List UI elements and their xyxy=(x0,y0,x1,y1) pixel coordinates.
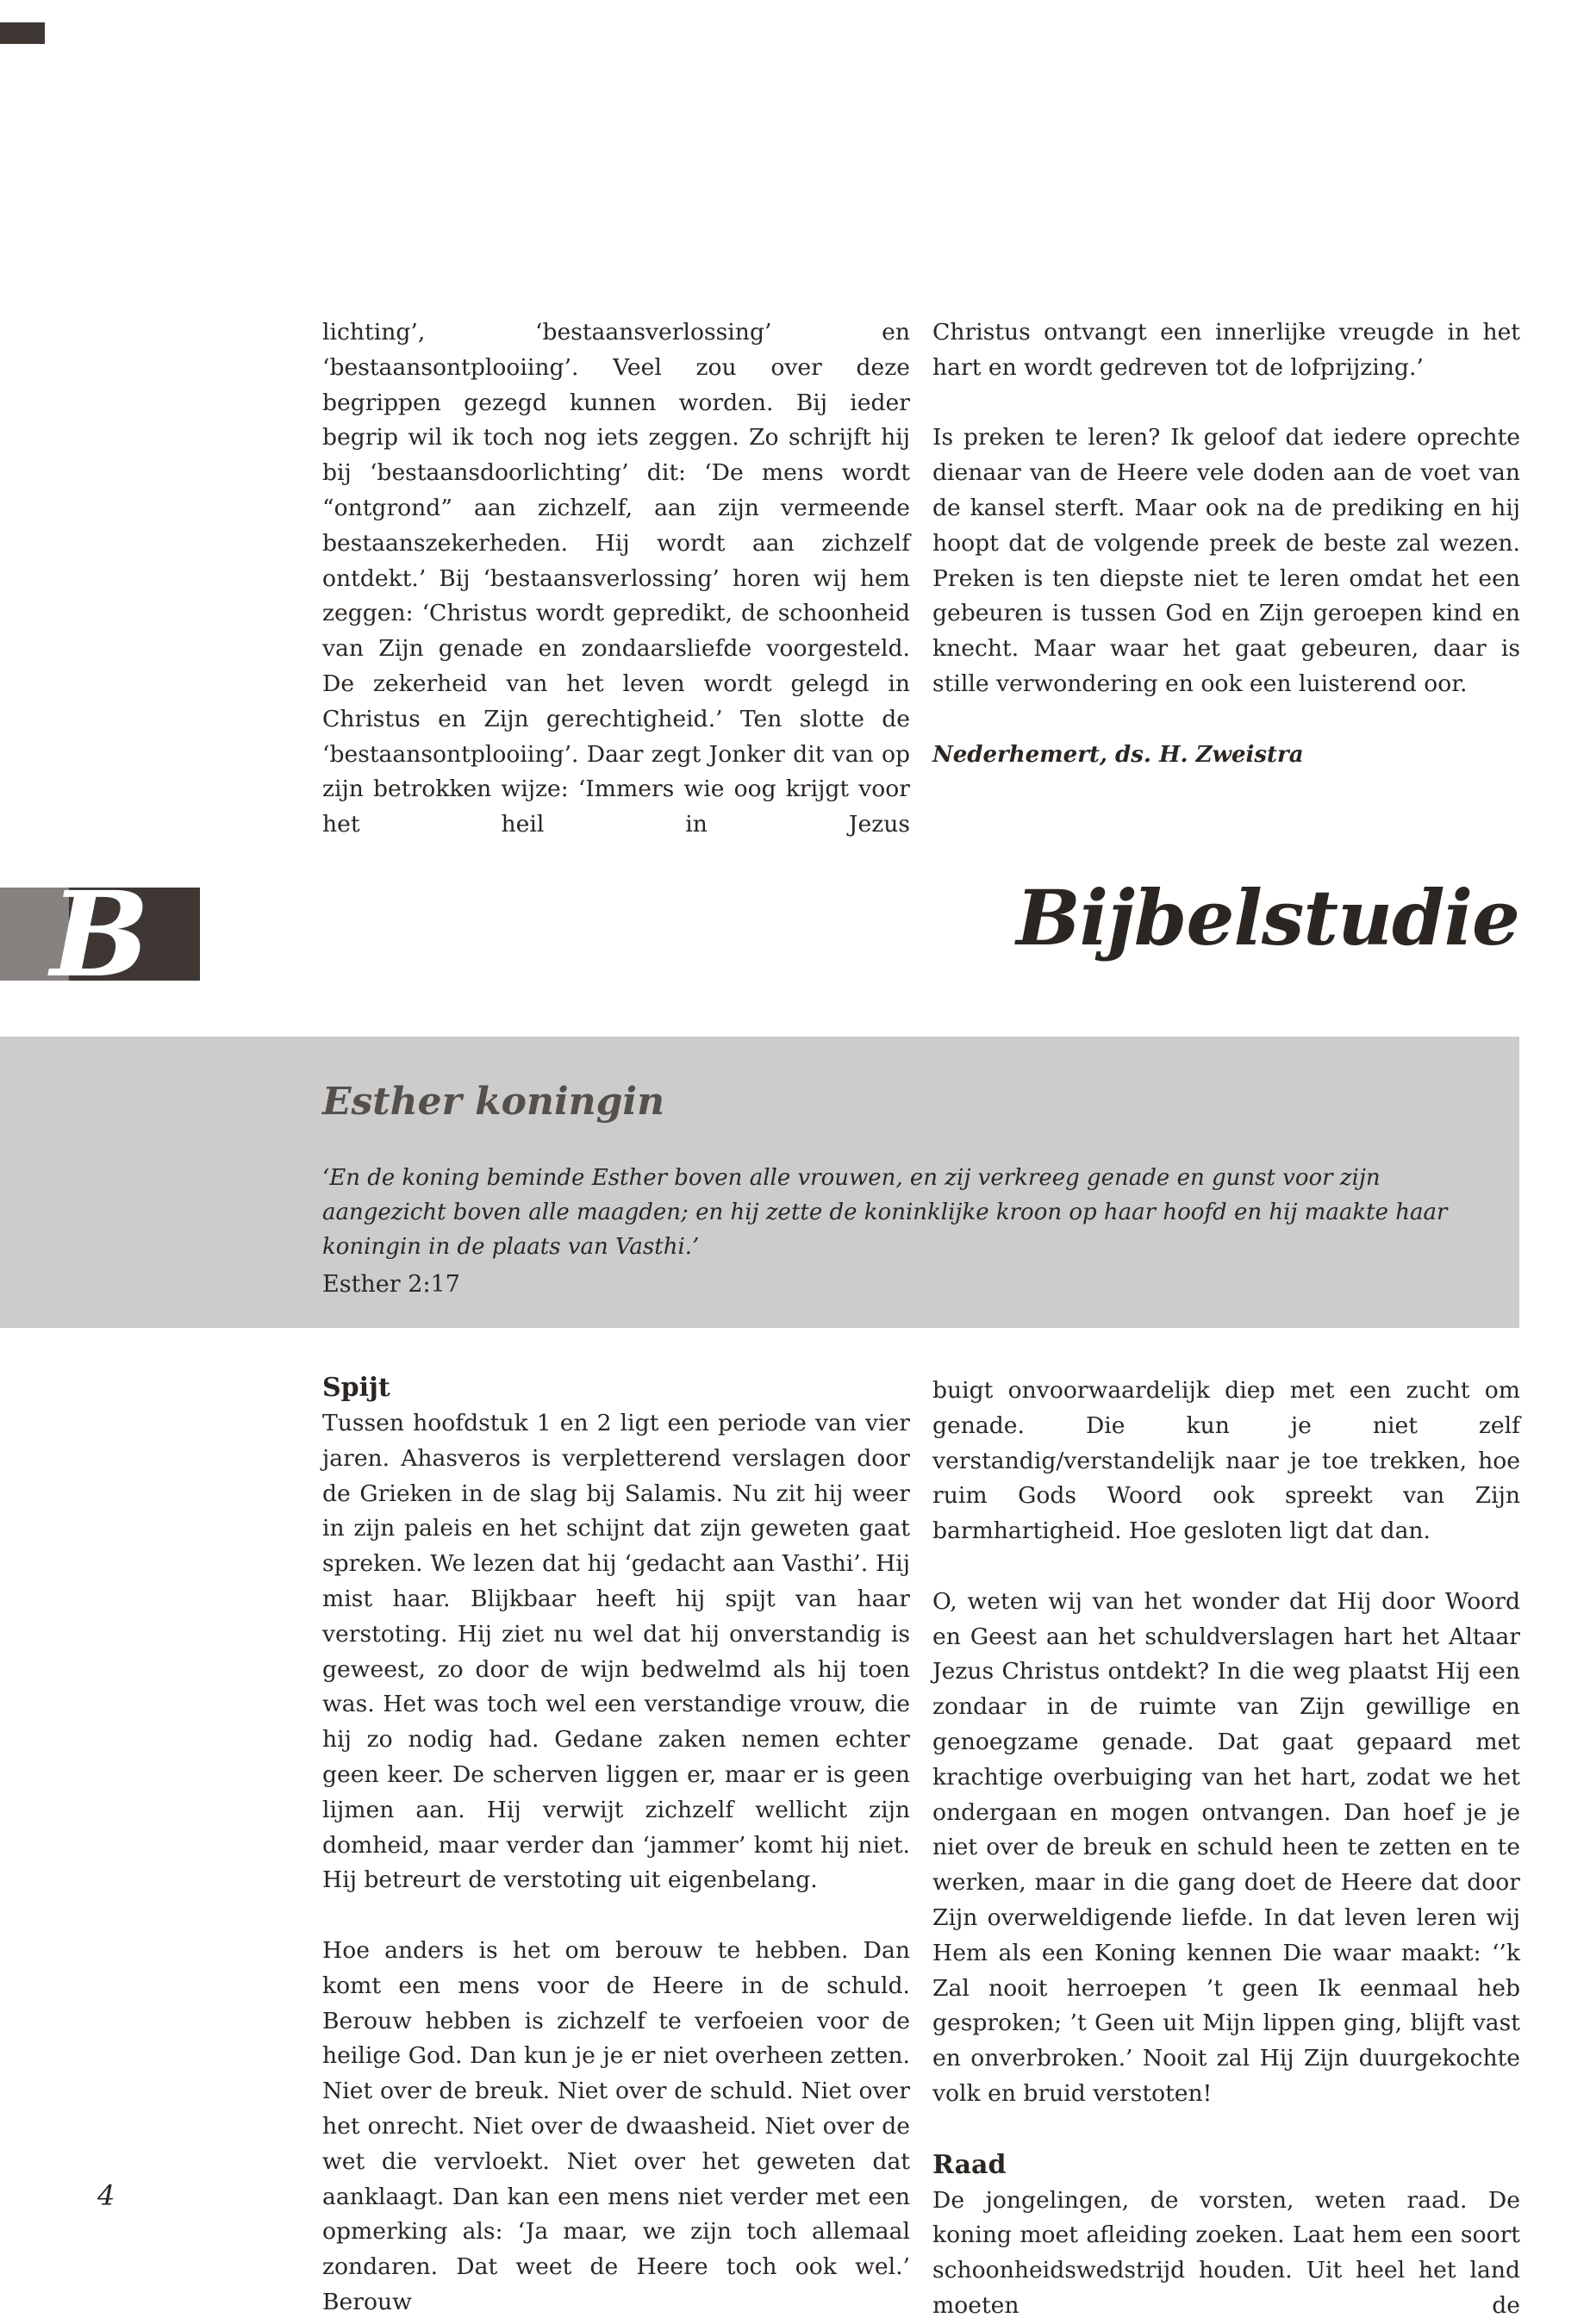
bottom-left-column xyxy=(322,1370,910,2321)
paragraph: Hoe anders is het om berouw te hebben. Dan komt een mens voor de Heere in de schuld. Berouw hebben is zichzelf te verfoeien voor de heilige God. Dan kun je je er niet overheen zetten. Niet over de breuk. Niet over de schuld. Niet over het onrecht. Niet over de dwaasheid. Niet over de wet die vervloekt. Niet over het geweten dat aanklaagt. Dan kan een mens niet verder met een opmerking als: ‘Ja maar, we zijn toch allemaal zondaren. Dat weet de Heere toch ook wel.’ Berouw xyxy=(322,1936,910,2315)
continued-paragraph: lichting’, ‘bestaansverlossing’ en ‘bestaansontplooiing’. Veel zou over deze begrippen gezegd kunnen worden. Bij ieder begrip wil ik toch nog iets zeggen. Zo schrijft hij bij ‘bestaansdoorlichting’ dit: ‘De mens wordt “ontgrond” aan zichzelf, aan zijn vermeende bestaanszekerheden. Hij wordt aan zichzelf ontdekt.’ Bij ‘bestaansverlossing’ horen wij hem zeggen: ‘Christus wordt gepredikt, de schoonheid van Zijn genade en zondaarsliefde voorgesteld. De zekerheid van het leven wordt gelegd in Christus en Zijn gerechtigheid.’ Ten slotte de ‘bestaansontplooiing’. Daar zegt Jonker dit van op zijn betrokken wijze: ‘Immers wie oog krijgt voor het heil in Jezus xyxy=(322,319,910,838)
subheading-spijt: Spijt xyxy=(322,1373,390,1403)
top-left-column xyxy=(322,315,910,843)
paragraph: buigt onvoorwaardelijk diep met een zucht om genade. Die kun je niet zelf verstandig/verstandelijk naar je toe trekken, hoe ruim Gods Woord ook spreekt van Zijn barmhartigheid. Hoe gesloten ligt dat dan. xyxy=(932,1377,1520,1545)
article-header-band xyxy=(0,1037,1519,1328)
paragraph: De jongelingen, de vorsten, weten raad. De koning moet afleiding zoeken. Laat hem een soort schoonheidswedstrijd houden. Uit heel het land moeten de xyxy=(932,2186,1520,2319)
logo-letter: B xyxy=(50,888,150,981)
paragraph: Is preken te leren? Ik geloof dat iedere oprechte dienaar van de Heere vele doden aan de voet van de kansel sterft. Maar ook na de prediking en hij hoopt dat de volgende preek de beste zal wezen. Preken is ten diepste niet te leren omdat het een gebeuren is tussen God en Zijn geroepen kind en knecht. Maar waar het gaat gebeuren, daar is stille verwondering en ook een luisterend oor. xyxy=(932,424,1520,697)
subheading-raad: Raad xyxy=(932,2149,1007,2180)
corner-crop-mark xyxy=(0,22,45,44)
top-right-column xyxy=(932,315,1520,772)
paragraph: Tussen hoofdstuk 1 en 2 ligt een periode van vier jaren. Ahasveros is verpletterend verslagen door de Grieken in de slag bij Salamis. Nu zit hij weer in zijn paleis en het schijnt dat zijn geweten gaat spreken. We lezen dat hij ‘gedacht aan Vasthi’. Hij mist haar. Blijkbaar heeft hij spijt van haar verstoting. Hij ziet nu wel dat hij onverstandig is geweest, zo door de wijn bedwelmd als hij toen was. Het was toch wel een verstandige vrouw, die hij zo nodig had. Gedane zaken nemen echter geen keer. De scherven liggen er, maar er is geen lijmen aan. Hij verwijt zichzelf wellicht zijn domheid, maar verder dan ‘jammer’ komt hij niet. Hij betreurt de verstoting uit eigenbelang. xyxy=(322,1410,910,1894)
paragraph: O, weten wij van het wonder dat Hij door Woord en Geest aan het schuldverslagen hart het Altaar Jezus Christus ontdekt? In die weg plaatst Hij een zondaar in de ruimte van Zijn gewillige en genoegzame genade. Dat gaat gepaard met krachtige overbuiging van het hart, zodat we het ondergaan en mogen ontvangen. Dan hoef je je niet over de breuk en schuld heen te zetten en te werken, maar in die gang doet de Heere dat door Zijn overweldigende liefde. In dat leven leren wij Hem als een Koning kennen Die waar maakt: ‘’k Zal nooit herroepen ’t geen Ik eenmaal heb gesproken; ’t Geen uit Mijn lippen ging, blijft vast en onverbroken.’ Nooit zal Hij Zijn duurgekochte volk en bruid verstoten! xyxy=(932,1587,1520,2107)
page-number: 4 xyxy=(97,2179,115,2212)
author-signature: Nederhemert, ds. H. Zweistra xyxy=(932,741,1304,768)
bottom-right-column xyxy=(932,1374,1520,2324)
article-title: Esther koningin xyxy=(322,1080,665,1124)
bible-quote: ‘En de koning beminde Esther boven alle vrouwen, en zij verkreeg genade en gunst voor zijn aangezicht boven alle maagden; en hij zette de koninklijke kroon op haar hoofd en hij maakte haar koningin in de plaats van Vasthi.’ xyxy=(322,1165,1448,1260)
bible-reference: Esther 2:17 xyxy=(322,1271,460,1298)
paragraph: Christus ontvangt een innerlijke vreugde in het hart en wordt gedreven tot de lofprijzing.’ xyxy=(932,319,1520,381)
section-logo xyxy=(0,888,200,981)
section-title: Bijbelstudie xyxy=(1016,873,1519,963)
